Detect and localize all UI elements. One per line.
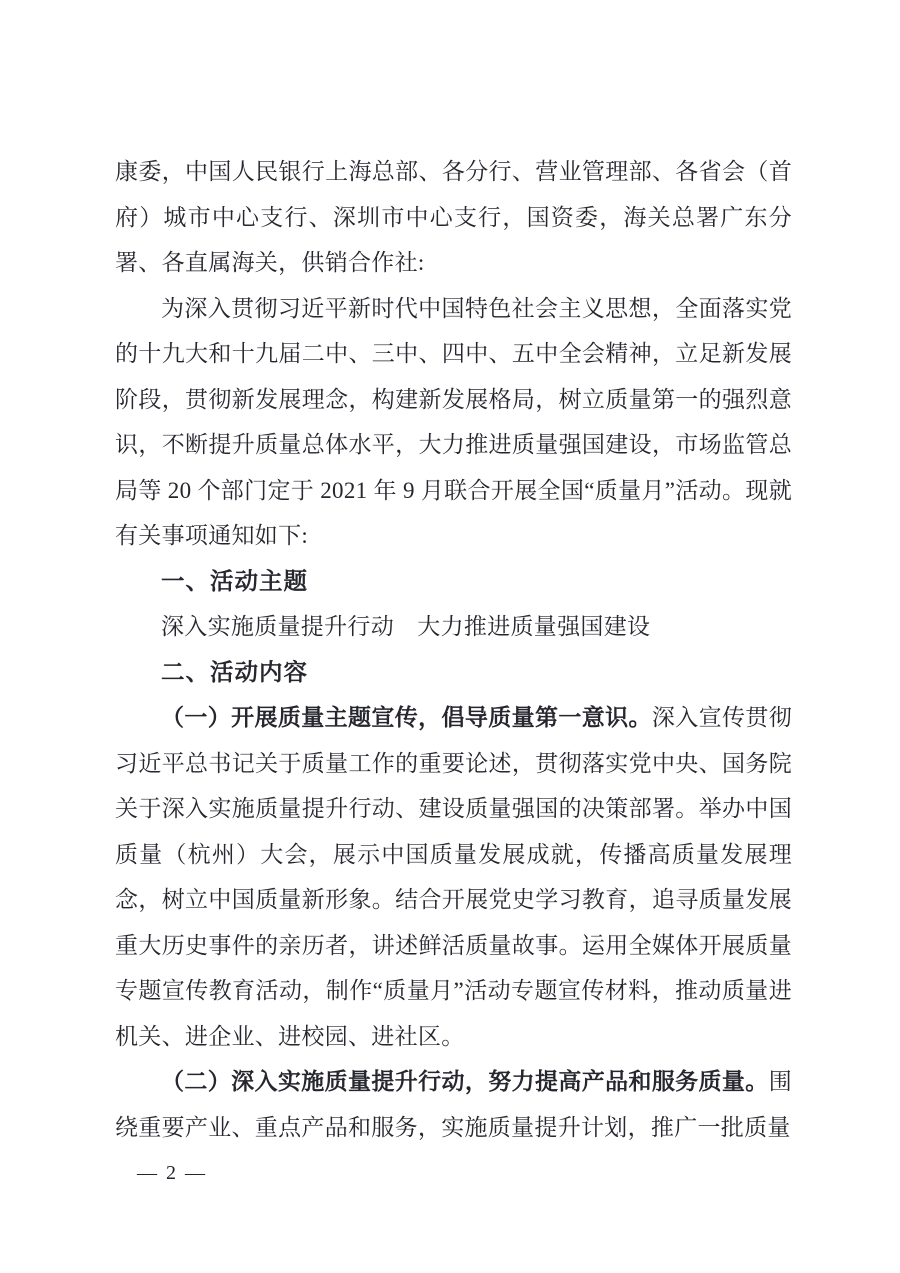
paragraph-recipients-continuation: 康委，中国人民银行上海总部、各分行、营业管理部、各省会（首府）城市中心支行、深圳市中心支行，国资委，海关总署广东分署、各直属海关，供销合作社: [115,159,792,275]
item-2-lead: （二）深入实施质量提升行动，努力提高产品和服务质量。 [161,1069,769,1094]
page-number: — 2 — [137,1162,207,1184]
item-1-text: 深入宣传贯彻习近平总书记关于质量工作的重要论述，贯彻落实党中央、国务院关于深入实施质量提升行动、建设质量强国的决策部署。举办中国质量（杭州）大会，展示中国质量发展成就，传播高质量发展理念，树立中国质量新形象。结合开展党史学习教育，追寻质量发展重大历史事件的亲历者，讲述鲜活质量故事。运用全媒体开展质量专题宣传教育活动，制作“质量月”活动专题宣传材料，推动质量进机关、进企业、进校园、进社区。 [115,705,792,1049]
paragraph-item-2 [115,1059,792,1150]
document-body [115,149,792,1150]
section-heading-activity-content: 二、活动内容 [161,658,308,685]
paragraph-intro: 为深入贯彻习近平新时代中国特色社会主义思想，全面落实党的十九大和十九届二中、三中、四中、五中全会精神，立足新发展阶段，贯彻新发展理念，构建新发展格局，树立质量第一的强烈意识，不断提升质量总体水平，大力推进质量强国建设，市场监管总局等 20 个部门定于 2021 年 9 月联合开展全国“质量月”活动。现就有关事项通知如下: [115,295,792,548]
paragraph-item-1 [115,695,792,1059]
item-1-lead: （一）开展质量主题宣传，倡导质量第一意识。 [161,705,652,730]
item-2-text: 围绕重要产业、重点产品和服务，实施质量提升计划，推广一批质量 [115,1069,792,1140]
activity-theme-line: 深入实施质量提升行动 大力推进质量强国建设 [161,614,651,639]
section-heading-activity-theme: 一、活动主题 [161,567,308,594]
